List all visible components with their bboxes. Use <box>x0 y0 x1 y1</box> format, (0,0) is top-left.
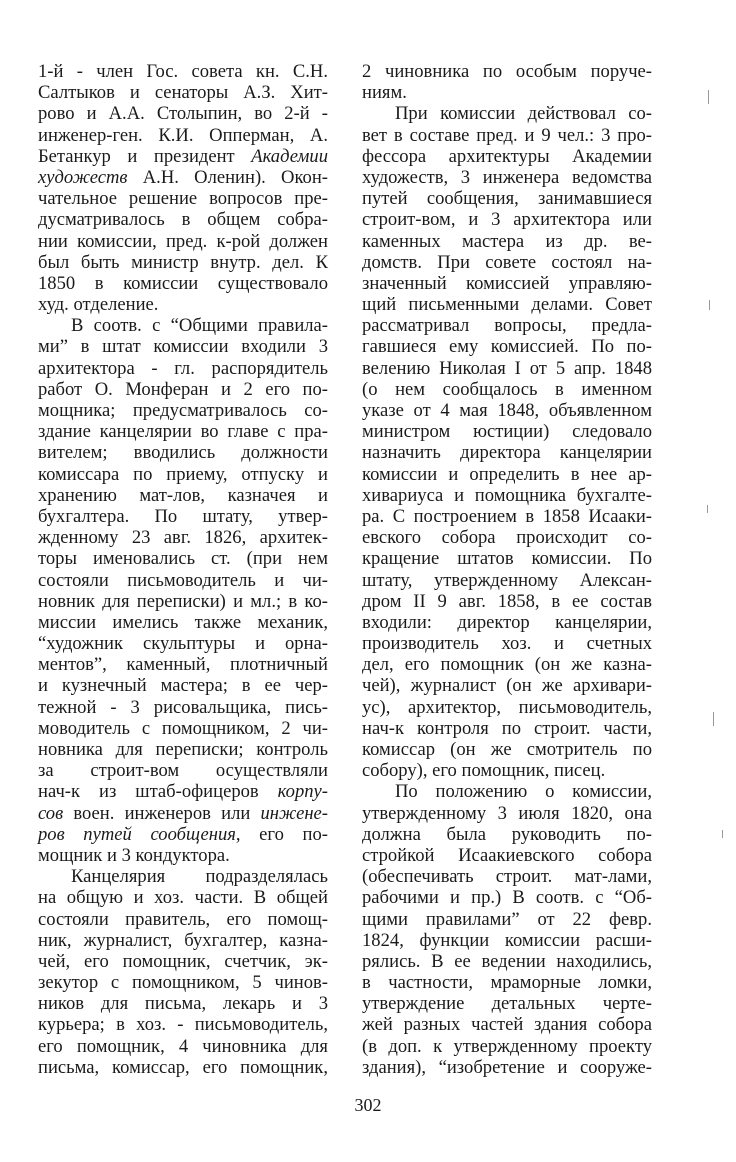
text-line <box>38 972 328 993</box>
text-line <box>38 845 328 866</box>
text-line <box>362 294 652 315</box>
text-line <box>38 612 328 633</box>
scan-speck <box>708 90 709 104</box>
text-line <box>38 294 328 315</box>
text-line <box>362 866 652 887</box>
text: ниям. <box>362 82 407 104</box>
text: дром II 9 авг. 1858, в ее состав <box>362 590 652 612</box>
text: утвержденному 3 июля 1820, она <box>362 802 652 824</box>
text: В соотв. с “Общими правила- <box>71 315 328 337</box>
text: рово и А.А. Столыпин, во 2-й - <box>38 103 328 125</box>
text: щий письменными делами. Совет <box>362 294 652 316</box>
text-line <box>38 527 328 548</box>
text: торы именовались ст. (при нем <box>38 548 328 570</box>
text-line <box>38 633 328 654</box>
scan-speck <box>713 712 714 726</box>
text-line <box>362 824 652 845</box>
text-line <box>362 252 652 273</box>
italic-text: художеств <box>38 166 128 188</box>
text: строит-вом, и 3 архитектора или <box>362 209 652 231</box>
text-line <box>362 400 652 421</box>
text-line <box>362 61 652 82</box>
text: письма, комиссар, его помощник, <box>38 1056 328 1078</box>
text-line <box>38 591 328 612</box>
text: вителем; вводились должности <box>38 442 328 464</box>
text: Бетанкур и президент <box>38 145 252 167</box>
text: моводитель с помощником, 2 чи- <box>38 717 328 739</box>
text-line <box>362 633 652 654</box>
text: состояли правитель, его помощ- <box>38 908 328 930</box>
text: в частности, мраморные ломки, <box>362 972 652 994</box>
text-line <box>362 570 652 591</box>
text-line <box>38 336 328 357</box>
text-line <box>362 739 652 760</box>
text-line <box>38 930 328 951</box>
text: хивариуса и помощника бухгалте- <box>362 484 652 506</box>
text-line <box>38 61 328 82</box>
text: жденному 23 авг. 1826, архитек- <box>38 527 328 549</box>
text-line <box>362 760 652 781</box>
text: мощник и 3 кондуктора. <box>38 844 230 866</box>
text: вет в составе пред. и 9 чел.: 3 про- <box>362 124 652 146</box>
text-line <box>362 167 652 188</box>
text: (в доп. к утвержденному проекту <box>362 1035 652 1057</box>
text: нач-к из штаб-офицеров <box>38 781 278 803</box>
text: чательное решение вопросов пре- <box>38 188 328 210</box>
text: комиссии и определить в нее ар- <box>362 463 652 485</box>
text-line <box>38 379 328 400</box>
text: рассматривал вопросы, предла- <box>362 315 652 337</box>
text-line <box>38 675 328 696</box>
text-line <box>38 1036 328 1057</box>
text: за строит-вом осуществляли <box>38 760 328 782</box>
text: Салтыков и сенаторы А.З. Хит- <box>38 82 328 104</box>
text-line <box>362 379 652 400</box>
text-line <box>362 612 652 633</box>
text: назначить директора канцелярии <box>362 442 652 464</box>
text: гавшиеся ему комиссией. По по- <box>362 336 652 358</box>
text: новника для переписки; контроль <box>38 739 328 760</box>
text: значенный комиссией управляю- <box>362 272 652 294</box>
text: утверждение детальных черте- <box>362 993 652 1015</box>
text: работ О. Монферан и 2 его по- <box>38 378 328 400</box>
text: был быть министр внутр. дел. К <box>38 251 328 273</box>
text-line <box>362 485 652 506</box>
text-line <box>38 654 328 675</box>
text: тежной - 3 рисовальщика, пись- <box>38 696 328 718</box>
text: домств. При совете состоял на- <box>362 251 652 273</box>
text: ра. С построением в 1858 Исааки- <box>362 505 652 527</box>
text-line <box>362 527 652 548</box>
text: 2 чиновника по особым поруче- <box>362 61 652 82</box>
text-line <box>362 887 652 908</box>
text: министром юстиции) следовало <box>362 421 652 443</box>
text: фессора архитектуры Академии <box>362 145 652 167</box>
text-line <box>38 1014 328 1035</box>
text-line <box>38 273 328 294</box>
text: стройкой Исаакиевского собора <box>362 844 652 866</box>
text: рялись. В ее ведении находились, <box>362 950 652 972</box>
text-line <box>362 146 652 167</box>
text-line <box>362 209 652 230</box>
text-line <box>362 718 652 739</box>
italic-text: сов <box>38 802 64 824</box>
text: ников для письма, лекарь и 3 <box>38 993 328 1015</box>
text: комиссара по приему, отпуску и <box>38 463 328 485</box>
text-line <box>362 803 652 824</box>
text-line <box>38 718 328 739</box>
text: ми” в штат комиссии входили 3 <box>38 336 328 358</box>
text: собору), его помощник, писец. <box>362 760 606 782</box>
text-line <box>38 760 328 781</box>
text: его помощник, 4 чиновника для <box>38 1035 328 1057</box>
text: бухгалтера. По штату, утвер- <box>38 505 328 527</box>
text: зекутор с помощником, 5 чинов- <box>38 972 328 994</box>
text-line <box>38 781 328 802</box>
text-line <box>38 909 328 930</box>
text: комиссар (он же смотритель по <box>362 739 652 760</box>
text: инженер-ген. К.И. Опперман, А. <box>38 124 328 146</box>
text: нии комиссии, пред. к-рой должен <box>38 230 328 252</box>
text: путей сообщения, занимавшиеся <box>362 188 652 210</box>
text-line <box>362 591 652 612</box>
text: 1-й - член Гос. совета кн. С.Н. <box>38 61 328 82</box>
text-line <box>38 803 328 824</box>
text: воен. инженеров или <box>63 802 261 824</box>
text: нач-к контроля по строит. части, <box>362 717 652 739</box>
text-line <box>362 336 652 357</box>
text: миссии имелись также механик, <box>38 611 328 633</box>
text-line <box>362 125 652 146</box>
text-line <box>362 231 652 252</box>
italic-text: ров путей сообщения <box>38 823 236 845</box>
scan-speck <box>722 830 723 838</box>
scan-speck <box>707 505 708 513</box>
text-line <box>362 845 652 866</box>
text: штату, утвержденному Алексан- <box>362 569 652 591</box>
text-line <box>38 739 328 760</box>
text-line <box>38 358 328 379</box>
text-line <box>362 697 652 718</box>
text-line <box>362 315 652 336</box>
text: При комиссии действовал со- <box>395 103 652 125</box>
text-line <box>38 442 328 463</box>
text-line <box>362 654 652 675</box>
text-column-right <box>362 61 652 1078</box>
text-line <box>38 697 328 718</box>
text: 1824, функции комиссии расши- <box>362 929 652 951</box>
page-number: 302 <box>354 1095 382 1115</box>
text-line <box>362 506 652 527</box>
text: каменных мастера из др. ве- <box>362 230 652 252</box>
text-line <box>362 421 652 442</box>
italic-text: корпу- <box>277 781 328 803</box>
text: По положению о комиссии, <box>395 781 652 803</box>
text-line <box>38 548 328 569</box>
text: рабочими и пр.) В соотв. с “Об- <box>362 887 652 909</box>
text: щими правилами” от 22 февр. <box>362 908 652 930</box>
text-line <box>38 570 328 591</box>
text: художеств, 3 инженера ведомства <box>362 166 652 188</box>
text: кращение штатов комиссии. По <box>362 548 652 570</box>
text-line <box>362 993 652 1014</box>
text-line <box>38 485 328 506</box>
text-line <box>362 951 652 972</box>
text: входили: директор канцелярии, <box>362 611 652 633</box>
text-line <box>38 866 328 887</box>
text-line <box>362 358 652 379</box>
text: жей разных частей здания собора <box>362 1014 652 1036</box>
text: архитектора - гл. распорядитель <box>38 357 328 379</box>
text-line <box>38 167 328 188</box>
text-line <box>362 103 652 124</box>
text-line <box>38 464 328 485</box>
text: чей), журналист (он же архивари- <box>362 675 652 697</box>
text-line <box>38 1057 328 1078</box>
text-line <box>362 273 652 294</box>
text: А.Н. Оленин). Окон- <box>127 166 328 188</box>
text-line <box>38 146 328 167</box>
text-line <box>362 909 652 930</box>
text-line <box>38 951 328 972</box>
text-line <box>362 972 652 993</box>
text: хранению мат-лов, казначея и <box>38 484 328 506</box>
text: ментов”, каменный, плотничный <box>38 654 328 676</box>
text: евского собора происходит со- <box>362 527 652 549</box>
text-line <box>38 209 328 230</box>
text-line <box>38 125 328 146</box>
text: новник для переписки) и мл.; в ко- <box>38 590 328 612</box>
scan-speck <box>709 300 710 310</box>
text-line <box>362 930 652 951</box>
text: здание канцелярии во главе с пра- <box>38 421 328 443</box>
text: состояли письмоводитель и чи- <box>38 569 328 591</box>
text: , его по- <box>235 823 328 845</box>
text-line <box>362 464 652 485</box>
text: и кузнечный мастера; в ее чер- <box>38 675 328 697</box>
text: Канцелярия подразделялась <box>71 866 328 888</box>
italic-text: инжене- <box>260 802 328 824</box>
text: курьера; в хоз. - письмоводитель, <box>38 1014 328 1036</box>
text-line <box>362 1057 652 1078</box>
text: ус), архитектор, письмоводитель, <box>362 696 652 718</box>
text: “художник скульптуры и орна- <box>38 633 328 655</box>
text-line <box>38 315 328 336</box>
text: дел, его помощник (он же казна- <box>362 654 652 676</box>
text-line <box>38 993 328 1014</box>
text: дусматривалось в общем собра- <box>38 209 328 231</box>
text: мощника; предусматривалось со- <box>38 400 328 421</box>
text-line <box>362 675 652 696</box>
text-line <box>38 82 328 103</box>
text-line <box>38 231 328 252</box>
text: должна была руководить по- <box>362 823 652 845</box>
text-line <box>38 824 328 845</box>
text: производитель хоз. и счетных <box>362 633 652 655</box>
text-line <box>38 887 328 908</box>
text: велению Николая I от 5 апр. 1848 <box>362 357 652 379</box>
text: (о нем сообщалось в именном <box>362 378 652 400</box>
text-line <box>362 442 652 463</box>
text-line <box>362 82 652 103</box>
text-line <box>38 252 328 273</box>
italic-text: Академии <box>251 145 328 167</box>
text: 1850 в комиссии существовало <box>38 272 328 294</box>
text-line <box>362 781 652 802</box>
text-line <box>38 400 328 421</box>
text: здания), “изобретение и сооруже- <box>362 1056 652 1078</box>
text-line <box>362 548 652 569</box>
text: ник, журналист, бухгалтер, казна- <box>38 929 328 951</box>
text-line <box>38 188 328 209</box>
text-line <box>38 103 328 124</box>
text-line <box>38 506 328 527</box>
text: худ. отделение. <box>38 294 159 316</box>
text-line <box>362 188 652 209</box>
text-line <box>362 1014 652 1035</box>
text-line <box>362 1036 652 1057</box>
text: (обеспечивать строит. мат-лами, <box>362 866 652 888</box>
text: на общую и хоз. части. В общей <box>38 887 328 909</box>
text: указе от 4 мая 1848, объявленном <box>362 400 652 421</box>
text-column-left <box>38 61 328 1078</box>
text-line <box>38 421 328 442</box>
text: чей, его помощник, счетчик, эк- <box>38 950 328 972</box>
